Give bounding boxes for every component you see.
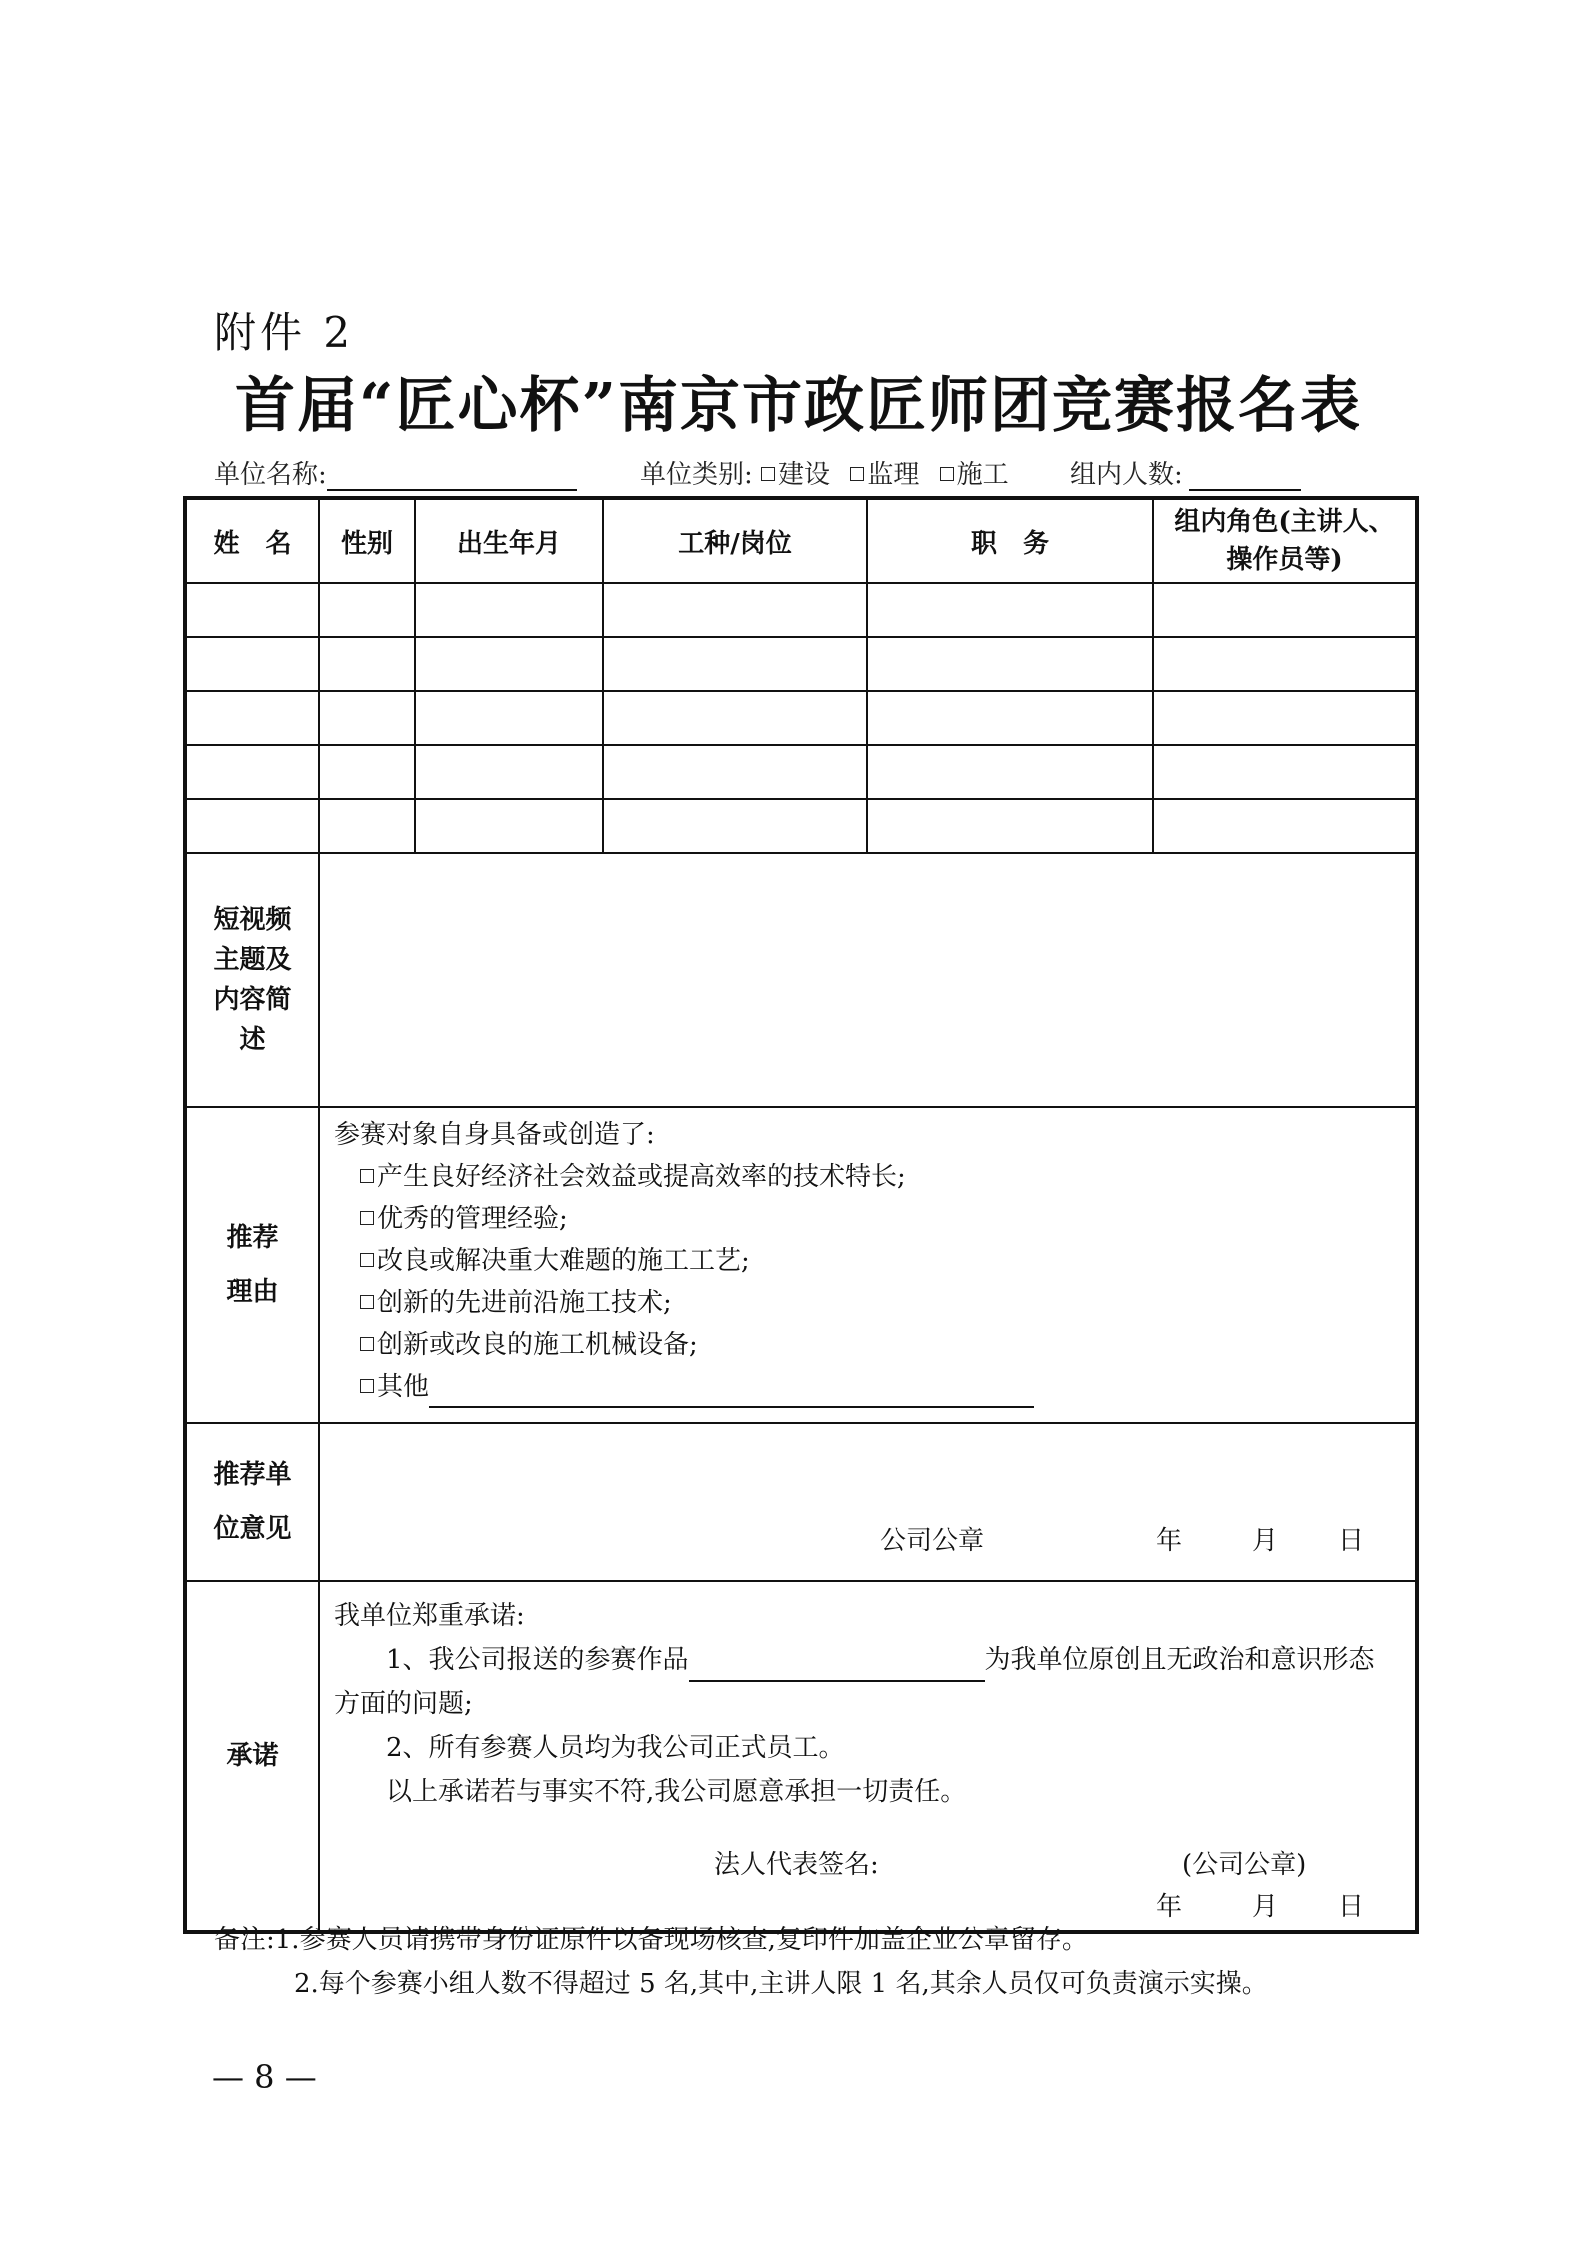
reason-option: [334, 1240, 1401, 1282]
header-name: 姓 名: [185, 498, 319, 583]
promise-item-3: 以上承诺若与事实不符,我公司愿意承担一切责任。: [386, 1777, 967, 1807]
opinion-year: 年: [1156, 1526, 1183, 1556]
recommend-reason-row: [185, 1107, 1417, 1423]
reason-option: [334, 1156, 1401, 1198]
cell[interactable]: [319, 583, 415, 637]
cell[interactable]: [603, 745, 867, 799]
cell[interactable]: [1153, 637, 1417, 691]
opinion-month: 月: [1252, 1526, 1279, 1556]
promise-month: 月: [1252, 1892, 1279, 1922]
reason-option: [334, 1324, 1401, 1366]
legal-sign-label: 法人代表签名:: [714, 1850, 879, 1880]
header-position: 职 务: [867, 498, 1153, 583]
cell[interactable]: [415, 691, 603, 745]
video-summary-field[interactable]: [319, 853, 1417, 1107]
checkbox-building[interactable]: [940, 467, 954, 481]
group-size-label: 组内人数:: [1070, 460, 1183, 490]
unit-type-field: [640, 454, 1009, 491]
recommend-reason-label: [185, 1107, 319, 1423]
group-size-field: [1070, 454, 1301, 491]
label-line: 推荐: [226, 1223, 279, 1253]
unit-opinion-label: [185, 1423, 319, 1581]
cell[interactable]: [319, 745, 415, 799]
cell[interactable]: [603, 691, 867, 745]
cell[interactable]: [185, 691, 319, 745]
other-blank[interactable]: [429, 1382, 1034, 1408]
promise-1-start: 1、我公司报送的参赛作品: [386, 1645, 689, 1675]
reason-option: [334, 1282, 1401, 1324]
cell[interactable]: [1153, 799, 1417, 853]
cell[interactable]: [415, 637, 603, 691]
table-row: [185, 691, 1417, 745]
promise-1-end: 为我单位原创且无政治和意识形态方面的问题;: [334, 1645, 1375, 1719]
reason-text: 创新或改良的施工机械设备;: [377, 1330, 698, 1360]
cell[interactable]: [185, 637, 319, 691]
note-2: 2.每个参赛小组人数不得超过 5 名,其中,主讲人限 1 名,其余人员仅可负责演示实操。: [294, 1969, 1268, 1999]
recommend-reason-field: [319, 1107, 1417, 1423]
cell[interactable]: [603, 637, 867, 691]
cell[interactable]: [1153, 691, 1417, 745]
label-line: 主题及: [213, 945, 292, 975]
cell[interactable]: [185, 799, 319, 853]
promise-day: 日: [1338, 1892, 1365, 1922]
registration-table: [183, 496, 1419, 1934]
note-1: 备注:1.参赛人员请携带身份证原件以备现场核查,复印件加盖企业公章留存。: [214, 1925, 1088, 1955]
header-row: [185, 498, 1417, 583]
label-line: 短视频: [213, 905, 292, 935]
header-job: 工种/岗位: [603, 498, 867, 583]
cell[interactable]: [319, 799, 415, 853]
cell[interactable]: [603, 799, 867, 853]
checkbox[interactable]: [360, 1211, 374, 1225]
cell[interactable]: [185, 745, 319, 799]
label-line: 位意见: [213, 1514, 292, 1544]
cell[interactable]: [319, 691, 415, 745]
unit-opinion-row: [185, 1423, 1417, 1581]
cell[interactable]: [1153, 583, 1417, 637]
label-line: 理由: [226, 1277, 279, 1307]
company-seal-label: (公司公章): [1182, 1850, 1307, 1880]
work-title-blank[interactable]: [689, 1656, 985, 1682]
unit-name-label: 单位名称:: [214, 460, 327, 490]
cell[interactable]: [415, 583, 603, 637]
reason-option-other: [334, 1366, 1401, 1408]
reason-text: 优秀的管理经验;: [377, 1204, 568, 1234]
cell[interactable]: [415, 745, 603, 799]
unit-opinion-field[interactable]: [319, 1423, 1417, 1581]
reason-text: 改良或解决重大难题的施工工艺;: [377, 1246, 750, 1276]
notes: [214, 1918, 1268, 2006]
checkbox[interactable]: [360, 1295, 374, 1309]
video-summary-label: [185, 853, 319, 1107]
label-line: 内容简: [213, 985, 292, 1015]
cell[interactable]: [185, 583, 319, 637]
checkbox[interactable]: [360, 1169, 374, 1183]
unit-name-field: [214, 454, 577, 491]
reason-intro: 参赛对象自身具备或创造了:: [334, 1120, 655, 1150]
page-title: 首届“匠心杯”南京市政匠师团竞赛报名表: [235, 371, 1363, 441]
label-line: 推荐单: [213, 1460, 292, 1490]
promise-item-2: 2、所有参赛人员均为我公司正式员工。: [386, 1733, 845, 1763]
promise-year: 年: [1156, 1892, 1183, 1922]
checkbox[interactable]: [360, 1253, 374, 1267]
table-row: [185, 799, 1417, 853]
table-row: [185, 637, 1417, 691]
opinion-stamp-label: 公司公章: [880, 1526, 985, 1556]
header-gender: 性别: [319, 498, 415, 583]
reason-text: 创新的先进前沿施工技术;: [377, 1288, 672, 1318]
label-line: 述: [239, 1025, 266, 1055]
cell[interactable]: [867, 583, 1153, 637]
checkbox[interactable]: [360, 1337, 374, 1351]
cell[interactable]: [867, 799, 1153, 853]
unit-name-blank[interactable]: [327, 463, 577, 491]
promise-intro: 我单位郑重承诺:: [334, 1601, 525, 1631]
attachment-label: 附件 2: [214, 308, 355, 357]
table-row: [185, 583, 1417, 637]
table-row: [185, 745, 1417, 799]
reason-text: 产生良好经济社会效益或提高效率的技术特长;: [377, 1162, 906, 1192]
header-birth: 出生年月: [415, 498, 603, 583]
checkbox-supervision[interactable]: [850, 467, 864, 481]
promise-item-1: [334, 1638, 1394, 1726]
cell[interactable]: [319, 637, 415, 691]
option-construction: 建设: [778, 460, 831, 490]
group-size-blank[interactable]: [1189, 463, 1301, 491]
reason-option: [334, 1198, 1401, 1240]
opinion-day: 日: [1338, 1526, 1365, 1556]
promise-field: [319, 1581, 1417, 1932]
cell[interactable]: [603, 583, 867, 637]
cell[interactable]: [415, 799, 603, 853]
cell[interactable]: [867, 745, 1153, 799]
option-supervision: 监理: [867, 460, 920, 490]
video-summary-row: [185, 853, 1417, 1107]
cell[interactable]: [1153, 745, 1417, 799]
checkbox[interactable]: [360, 1379, 374, 1393]
header-role: 组内角色(主讲人、操作员等): [1153, 498, 1417, 583]
reason-text: 其他: [377, 1372, 430, 1402]
cell[interactable]: [867, 637, 1153, 691]
cell[interactable]: [867, 691, 1153, 745]
option-building: 施工: [956, 460, 1009, 490]
checkbox-construction[interactable]: [761, 467, 775, 481]
promise-row: [185, 1581, 1417, 1932]
page-number: — 8 —: [212, 2058, 317, 2096]
unit-type-label: 单位类别:: [640, 460, 753, 490]
promise-label: 承诺: [185, 1581, 319, 1932]
